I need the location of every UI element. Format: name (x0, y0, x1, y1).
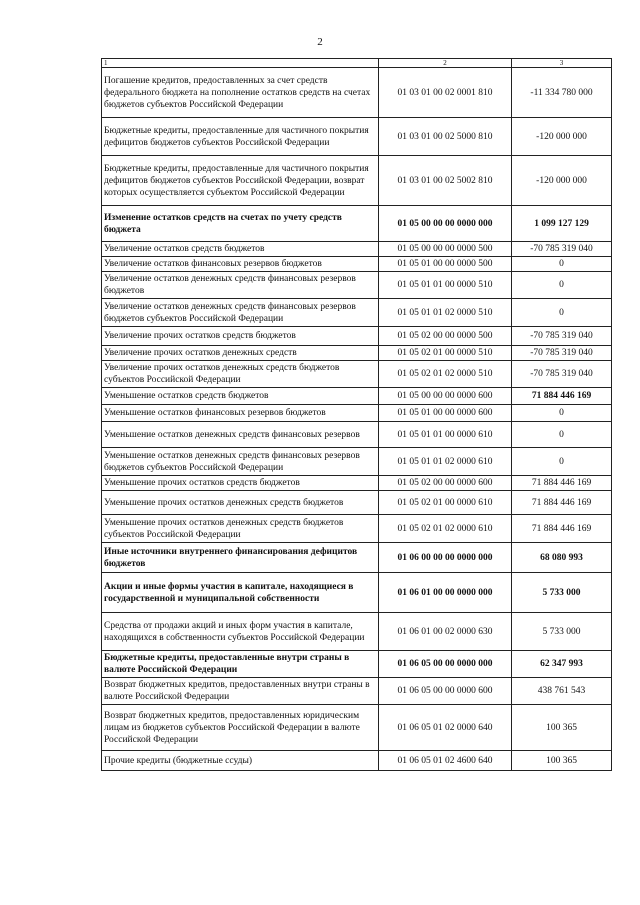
row-name: Уменьшение остатков денежных средств финансовых резервов бюджетов субъектов Российской Федерации (102, 448, 379, 476)
row-name: Уменьшение остатков денежных средств финансовых резервов (102, 422, 379, 448)
table-row (102, 361, 612, 388)
row-code: 01 06 05 01 02 0000 640 (379, 705, 512, 751)
row-name: Уменьшение прочих остатков денежных средств бюджетов (102, 491, 379, 515)
table-row (102, 651, 612, 678)
table-row (102, 705, 612, 751)
row-name: Погашение кредитов, предоставленных за счет средств федерального бюджета на пополнение остатков средств на счетах бюджетов субъектов Российской Федерации (102, 68, 379, 118)
row-amount: -70 785 319 040 (512, 327, 612, 346)
row-name: Возврат бюджетных кредитов, предоставленных внутри страны в валюте Российской Федерации (102, 678, 379, 705)
row-name: Уменьшение прочих остатков средств бюджетов (102, 476, 379, 491)
row-code: 01 05 02 00 00 0000 500 (379, 327, 512, 346)
table-row (102, 613, 612, 651)
row-code: 01 05 02 01 02 0000 610 (379, 515, 512, 543)
column-number-row (102, 59, 612, 68)
row-name: Увеличение прочих остатков средств бюджетов (102, 327, 379, 346)
table-row (102, 422, 612, 448)
table-row (102, 573, 612, 613)
table-row (102, 388, 612, 405)
row-amount: -70 785 319 040 (512, 346, 612, 361)
table-row (102, 751, 612, 771)
row-amount: 0 (512, 299, 612, 327)
table-row (102, 299, 612, 327)
row-name: Иные источники внутреннего финансирования дефицитов бюджетов (102, 543, 379, 573)
page-number: 2 (317, 36, 323, 48)
row-name: Увеличение прочих остатков денежных средств бюджетов субъектов Российской Федерации (102, 361, 379, 388)
row-name: Увеличение прочих остатков денежных средств (102, 346, 379, 361)
row-name: Увеличение остатков денежных средств финансовых резервов бюджетов субъектов Российской Федерации (102, 299, 379, 327)
row-name: Возврат бюджетных кредитов, предоставленных юридическим лицам из бюджетов субъектов Российской Федерации в валюте Российской Федерации (102, 705, 379, 751)
row-name: Уменьшение остатков финансовых резервов бюджетов (102, 405, 379, 422)
row-code: 01 06 01 00 02 0000 630 (379, 613, 512, 651)
column-number-1: 1 (102, 59, 379, 68)
row-name: Увеличение остатков средств бюджетов (102, 242, 379, 257)
row-amount: -120 000 000 (512, 118, 612, 156)
table-row (102, 327, 612, 346)
table-row (102, 491, 612, 515)
row-code: 01 05 01 00 00 0000 500 (379, 257, 512, 272)
row-code: 01 05 01 01 02 0000 510 (379, 299, 512, 327)
row-name: Бюджетные кредиты, предоставленные для частичного покрытия дефицитов бюджетов субъектов Российской Федерации, возврат которых осуществляется субъектом Российской Федерации (102, 156, 379, 206)
row-amount: -70 785 319 040 (512, 242, 612, 257)
table-row (102, 272, 612, 299)
row-amount: 0 (512, 422, 612, 448)
row-code: 01 05 01 01 00 0000 510 (379, 272, 512, 299)
row-amount: 0 (512, 448, 612, 476)
table-row (102, 68, 612, 118)
row-code: 01 05 02 00 00 0000 600 (379, 476, 512, 491)
row-code: 01 03 01 00 02 5000 810 (379, 118, 512, 156)
row-amount: 438 761 543 (512, 678, 612, 705)
table-row (102, 242, 612, 257)
row-amount: 0 (512, 257, 612, 272)
row-code: 01 03 01 00 02 5002 810 (379, 156, 512, 206)
column-number-2: 2 (379, 59, 512, 68)
row-code: 01 05 02 01 00 0000 510 (379, 346, 512, 361)
row-amount: 71 884 446 169 (512, 388, 612, 405)
row-code: 01 06 00 00 00 0000 000 (379, 543, 512, 573)
table-row (102, 543, 612, 573)
table-body (102, 59, 612, 771)
row-amount: -70 785 319 040 (512, 361, 612, 388)
row-code: 01 06 01 00 00 0000 000 (379, 573, 512, 613)
row-name: Увеличение остатков финансовых резервов бюджетов (102, 257, 379, 272)
row-amount: 71 884 446 169 (512, 515, 612, 543)
row-amount: 0 (512, 405, 612, 422)
row-code: 01 06 05 00 00 0000 600 (379, 678, 512, 705)
table-row (102, 118, 612, 156)
row-code: 01 05 01 01 00 0000 610 (379, 422, 512, 448)
row-amount: -11 334 780 000 (512, 68, 612, 118)
row-name: Бюджетные кредиты, предоставленные внутри страны в валюте Российской Федерации (102, 651, 379, 678)
row-name: Средства от продажи акций и иных форм участия в капитале, находящихся в собственности субъектов Российской Федерации (102, 613, 379, 651)
row-amount: 100 365 (512, 751, 612, 771)
row-name: Акции и иные формы участия в капитале, находящиеся в государственной и муниципальной собственности (102, 573, 379, 613)
row-amount: 0 (512, 272, 612, 299)
table-row (102, 405, 612, 422)
row-code: 01 05 01 00 00 0000 600 (379, 405, 512, 422)
row-code: 01 05 00 00 00 0000 600 (379, 388, 512, 405)
row-name: Уменьшение прочих остатков денежных средств бюджетов субъектов Российской Федерации (102, 515, 379, 543)
row-name: Бюджетные кредиты, предоставленные для частичного покрытия дефицитов бюджетов субъектов Российской Федерации (102, 118, 379, 156)
row-code: 01 05 02 01 02 0000 510 (379, 361, 512, 388)
row-amount: 5 733 000 (512, 613, 612, 651)
budget-sources-table (101, 58, 612, 771)
table-row (102, 515, 612, 543)
row-amount: 100 365 (512, 705, 612, 751)
row-amount: -120 000 000 (512, 156, 612, 206)
row-code: 01 05 00 00 00 0000 000 (379, 206, 512, 242)
table-row (102, 448, 612, 476)
row-name: Изменение остатков средств на счетах по учету средств бюджета (102, 206, 379, 242)
row-amount: 1 099 127 129 (512, 206, 612, 242)
row-code: 01 06 05 01 02 4600 640 (379, 751, 512, 771)
row-amount: 62 347 993 (512, 651, 612, 678)
row-name: Уменьшение остатков средств бюджетов (102, 388, 379, 405)
row-name: Увеличение остатков денежных средств финансовых резервов бюджетов (102, 272, 379, 299)
table-row (102, 206, 612, 242)
row-amount: 71 884 446 169 (512, 476, 612, 491)
table-row (102, 476, 612, 491)
row-amount: 68 080 993 (512, 543, 612, 573)
row-code: 01 05 01 01 02 0000 610 (379, 448, 512, 476)
table-row (102, 257, 612, 272)
table-row (102, 346, 612, 361)
column-number-3: 3 (512, 59, 612, 68)
row-code: 01 05 00 00 00 0000 500 (379, 242, 512, 257)
row-amount: 5 733 000 (512, 573, 612, 613)
row-amount: 71 884 446 169 (512, 491, 612, 515)
row-code: 01 03 01 00 02 0001 810 (379, 68, 512, 118)
row-name: Прочие кредиты (бюджетные ссуды) (102, 751, 379, 771)
table-row (102, 156, 612, 206)
row-code: 01 05 02 01 00 0000 610 (379, 491, 512, 515)
table-row (102, 678, 612, 705)
row-code: 01 06 05 00 00 0000 000 (379, 651, 512, 678)
